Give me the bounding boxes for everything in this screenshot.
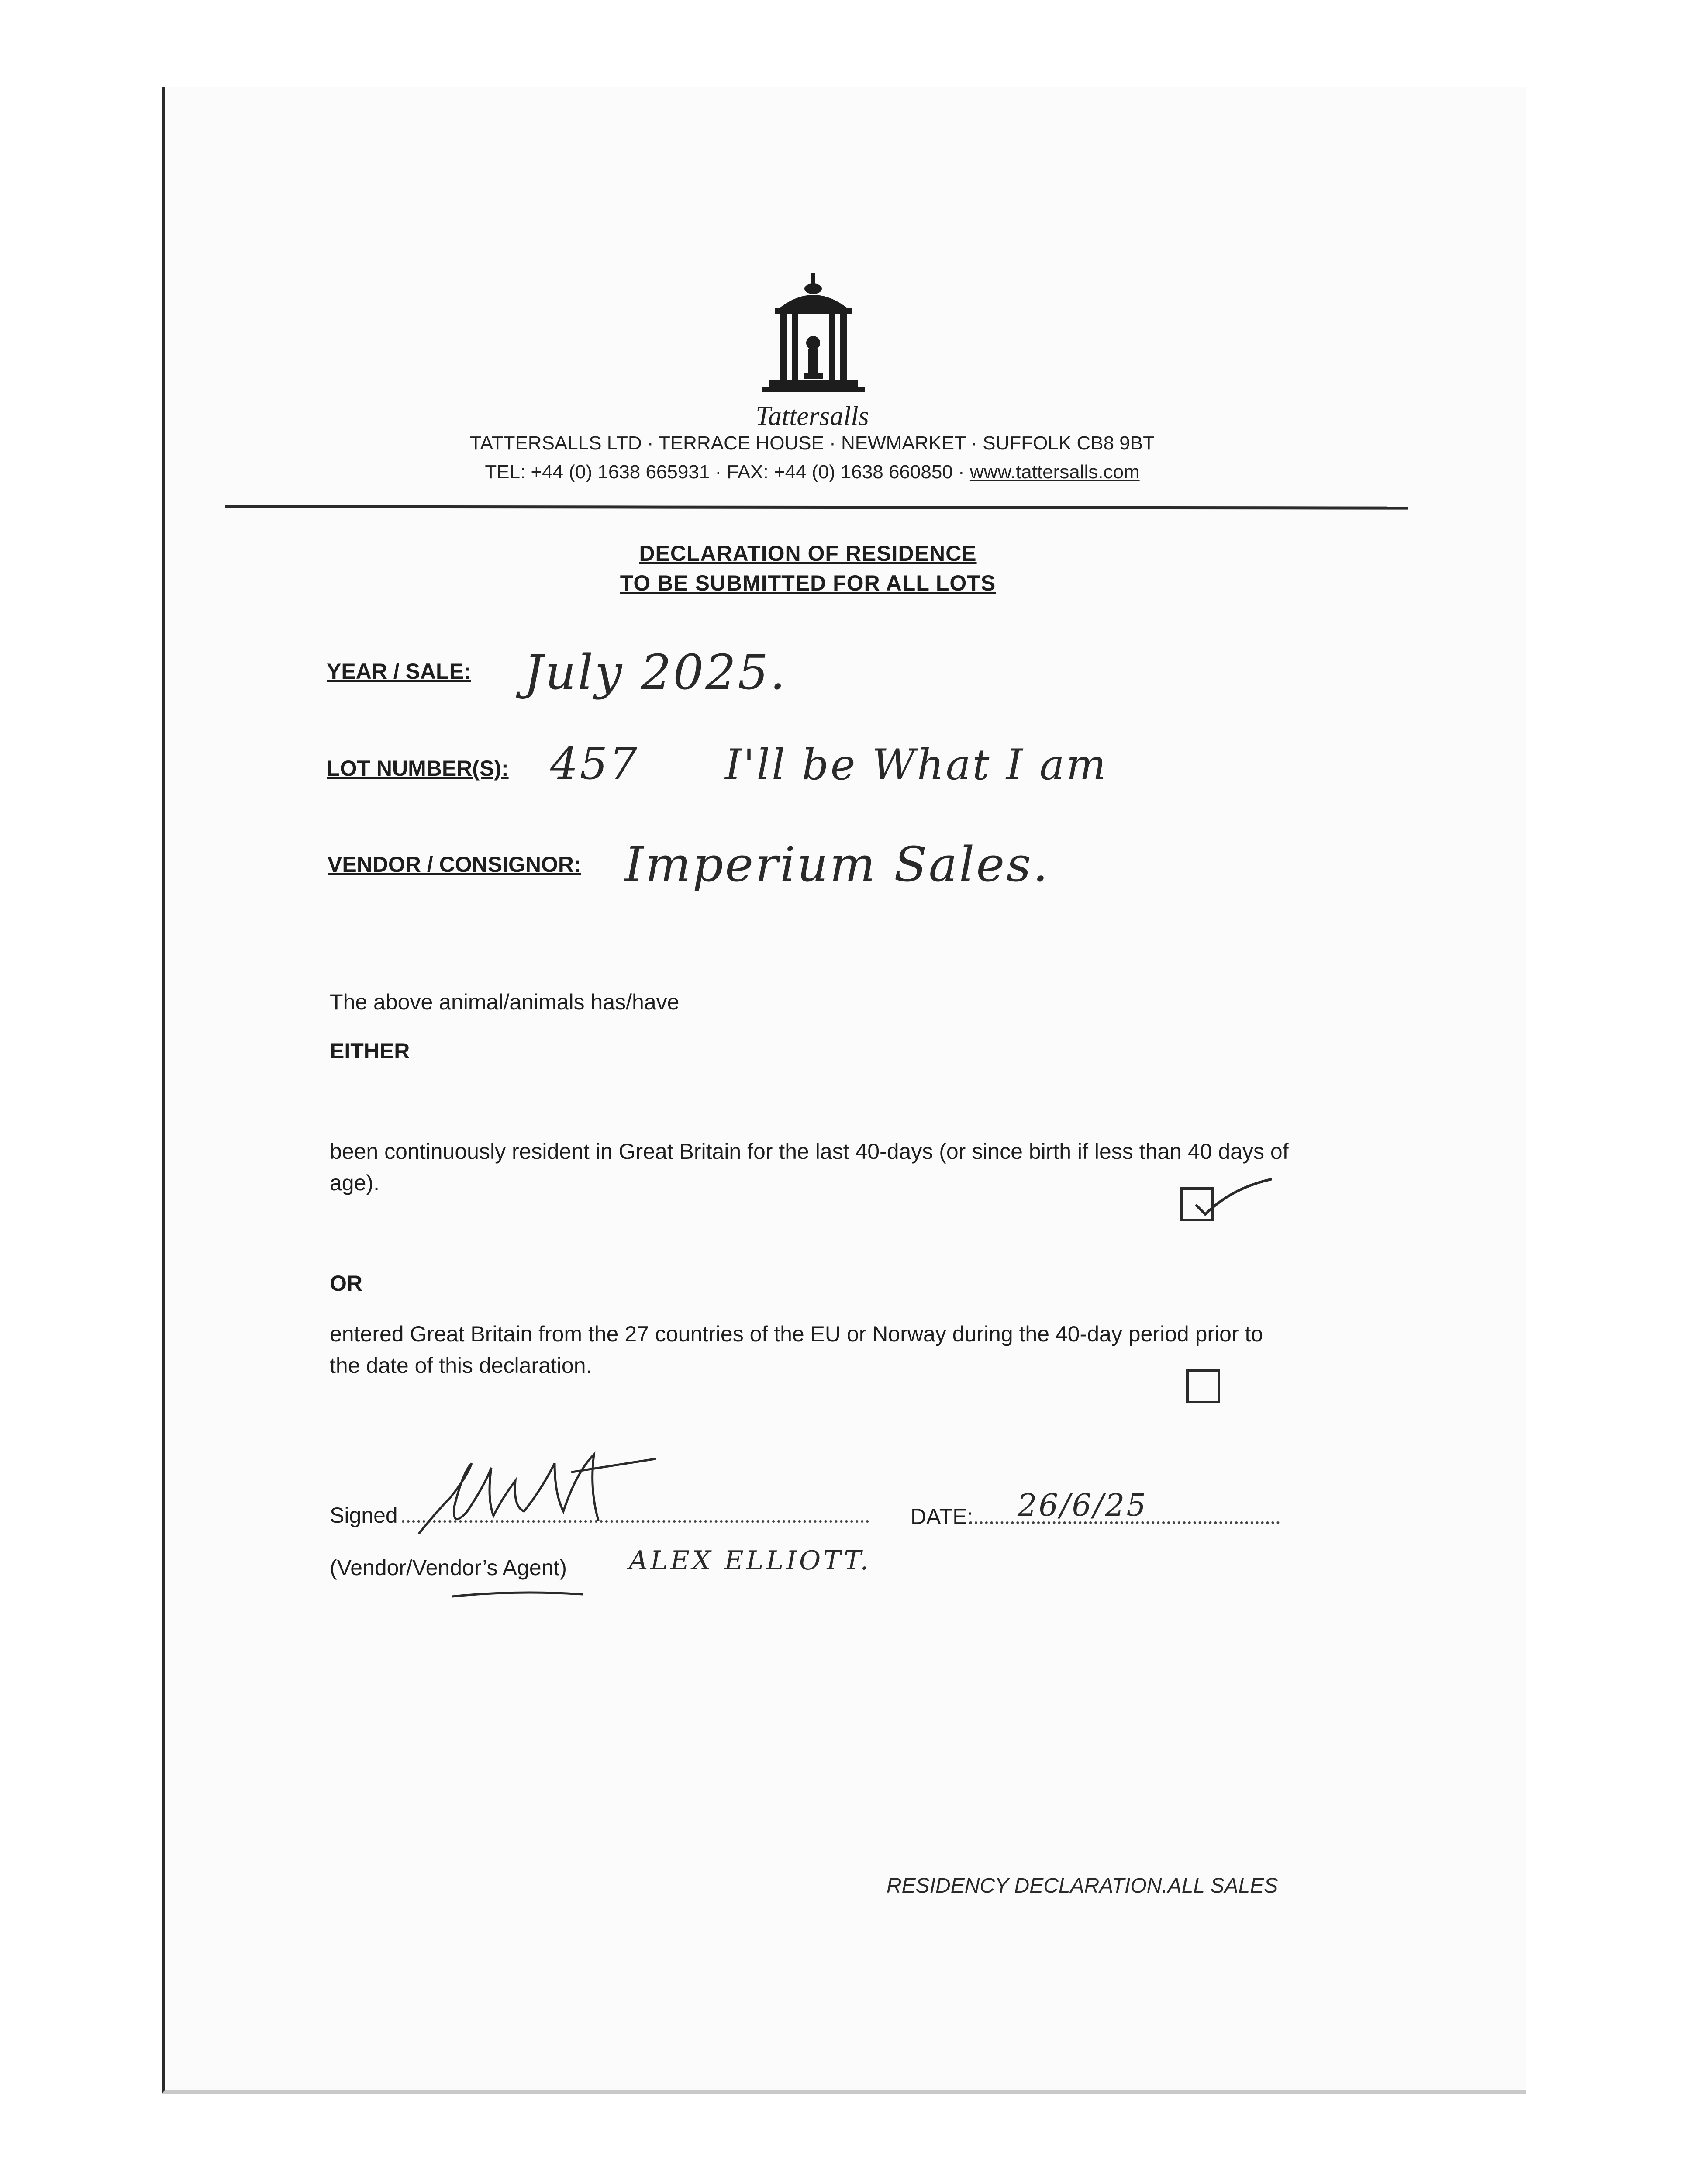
signed-label: Signed <box>330 1503 398 1527</box>
form-footer: RESIDENCY DECLARATION.ALL SALES <box>887 1874 1278 1897</box>
agent-label: (Vendor/Vendor’s Agent) <box>330 1555 567 1580</box>
either-label: EITHER <box>330 1039 410 1063</box>
date-label: DATE: <box>911 1504 973 1529</box>
or-label: OR <box>330 1271 362 1296</box>
underline-stroke-icon <box>450 1588 585 1601</box>
option-entered-checkbox[interactable] <box>1186 1369 1220 1403</box>
handwritten-signature-icon <box>411 1446 694 1546</box>
form-title: DECLARATION OF RESIDENCE <box>639 541 977 566</box>
brand-name: Tattersalls <box>756 401 869 431</box>
date-value[interactable]: 26/6/25 <box>1018 1487 1148 1523</box>
company-address: TATTERSALLS LTD · TERRACE HOUSE · NEWMARKET · SUFFOLK CB8 9BT <box>470 432 1155 454</box>
form-subtitle: TO BE SUBMITTED FOR ALL LOTS <box>620 571 996 595</box>
year-sale-label: YEAR / SALE: <box>327 659 471 684</box>
vendor-label: VENDOR / CONSIGNOR: <box>328 852 581 877</box>
checkmark-icon <box>1179 1171 1275 1232</box>
option-resident-text: been continuously resident in Great Britain for the last 40-days (or since birth if less than 40 days of age). <box>330 1139 1289 1195</box>
lot-number-value[interactable]: 457 <box>550 738 639 789</box>
company-contact <box>393 461 1232 483</box>
tattersalls-logo-icon <box>762 273 865 400</box>
year-sale-value[interactable]: July 2025. <box>524 644 787 700</box>
phone-fax-text: TEL: +44 (0) 1638 665931 · FAX: +44 (0) 1638 660850 · <box>485 461 970 483</box>
lot-number-label: LOT NUMBER(S): <box>327 756 509 781</box>
horse-name-value[interactable]: I'll be What I am <box>725 740 1108 789</box>
website-link[interactable]: www.tattersalls.com <box>969 461 1140 483</box>
intro-text: The above animal/animals has/have <box>330 990 680 1014</box>
signatory-name[interactable]: ALEX ELLIOTT. <box>629 1545 871 1576</box>
option-entered-text: entered Great Britain from the 27 countries of the EU or Norway during the 40-day period prior to the date of this declaration. <box>330 1322 1263 1378</box>
vendor-value[interactable]: Imperium Sales. <box>624 836 1050 892</box>
